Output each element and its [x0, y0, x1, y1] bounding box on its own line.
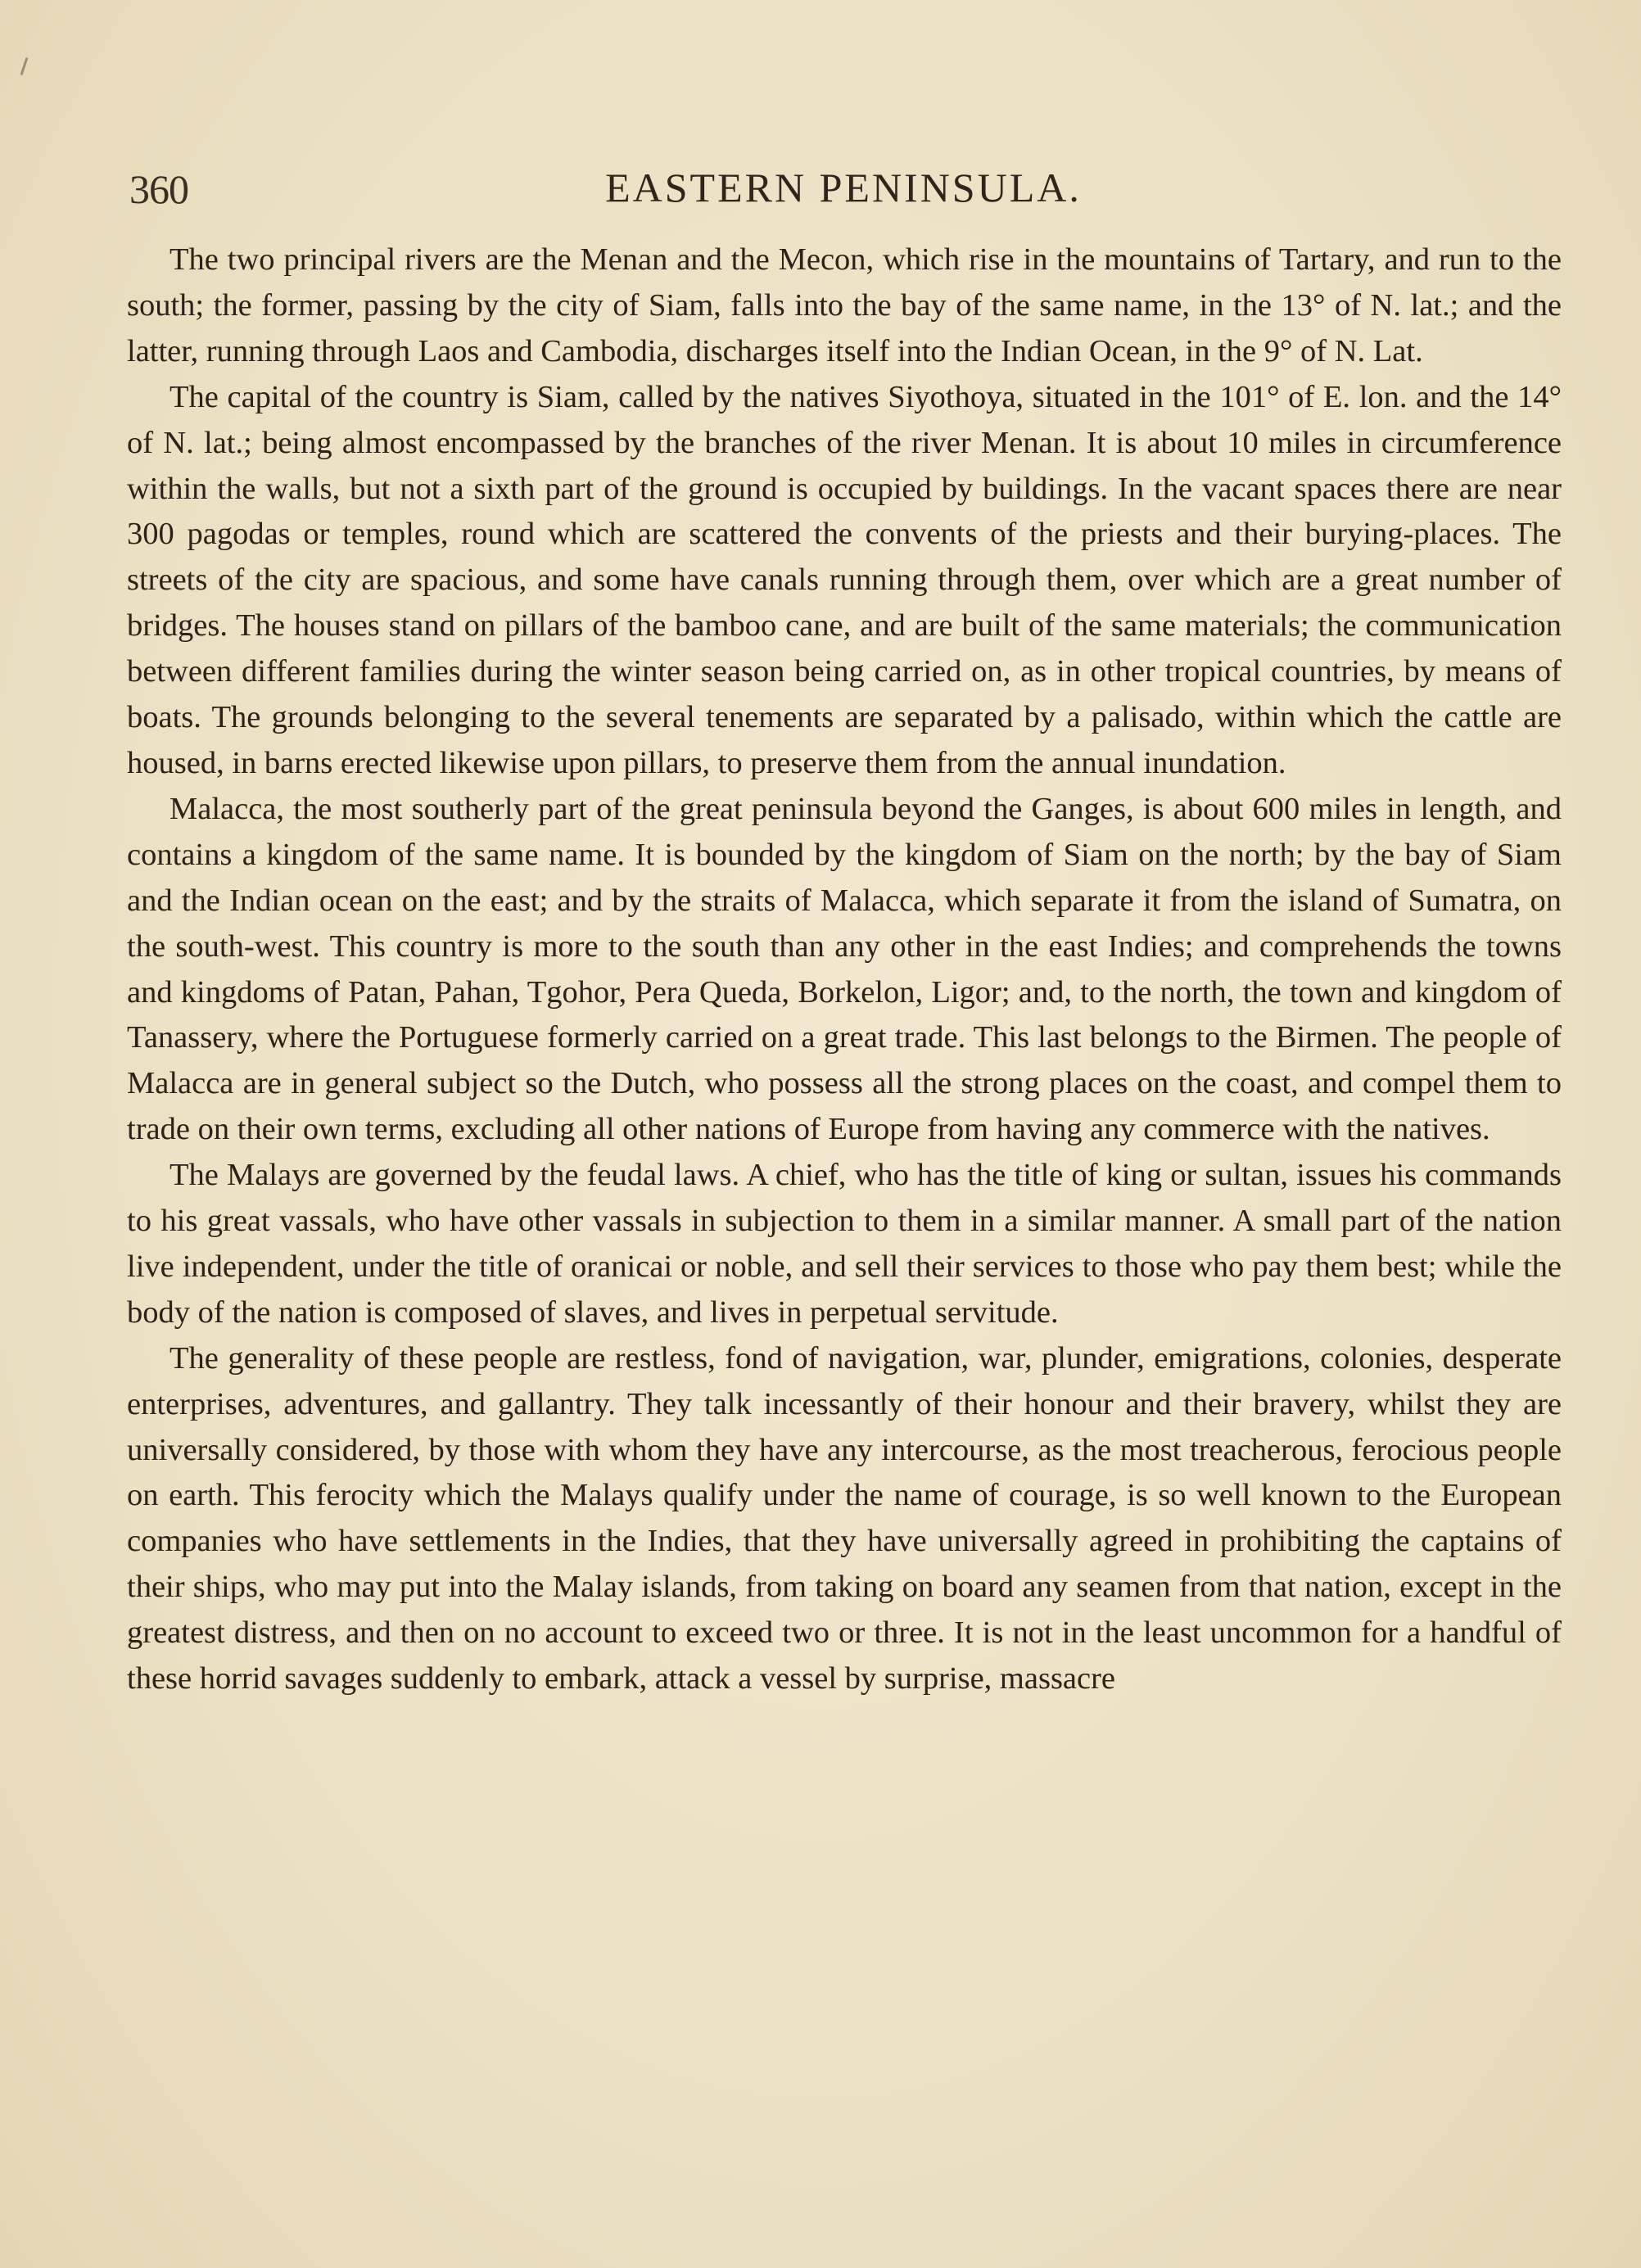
paragraph-rivers: The two principal rivers are the Menan and the Mecon, which rise in the mountains of Tartary, and run to the south; the former, passing by the city of Siam, falls into the bay of the same name, in the 13° of N. lat.; and the latter, running through Laos and Cambodia, discharges itself into the Indian Ocean, in the 9° of N. Lat. [127, 242, 1562, 368]
body-text [127, 237, 1562, 1702]
running-title: EASTERN PENINSULA. [605, 165, 1082, 210]
paragraph-malacca: Malacca, the most southerly part of the great peninsula beyond the Ganges, is about 600 miles in length, and contains a kingdom of the same name. It is bounded by the kingdom of Siam on the north; by the bay of Siam and the Indian ocean on the east; and by the straits of Malacca, which separate it from the island of Sumatra, on the south-west. This country is more to the south than any other in the east Indies; and comprehends the towns and kingdoms of Patan, Pahan, Tgohor, Pera Queda, Borkelon, Ligor; and, to the north, the town and kingdom of Tanassery, where the Portuguese formerly carried on a great trade. This last belongs to the Birmen. The people of Malacca are in general subject so the Dutch, who possess all the strong places on the coast, and compel them to trade on their own terms, excluding all other nations of Europe from having any commerce with the natives. [127, 791, 1562, 1147]
paragraph-malay-character: The generality of these people are restless, fond of navigation, war, plunder, emigrations, colonies, desperate enterprises, adventures, and gallantry. They talk incessantly of their honour and their bravery, whilst they are universally considered, by those with whom they have any intercourse, as the most treacherous, ferocious people on earth. This ferocity which the Malays qualify under the name of courage, is so well known to the European companies who have settlements in the Indies, that they have universally agreed in prohibiting the captains of their ships, who may put into the Malay islands, from taking on board any seamen from that nation, except in the greatest distress, and then on no account to exceed two or three. It is not in the least uncommon for a handful of these horrid savages suddenly to embark, attack a vessel by surprise, massacre [127, 1340, 1562, 1696]
paragraph-capital-siam: The capital of the country is Siam, called by the natives Siyothoya, situated in the 101° of E. lon. and the 14° of N. lat.; being almost encompassed by the branches of the river Menan. It is about 10 miles in circumference within the walls, but not a sixth part of the ground is occupied by buildings. In the vacant spaces there are near 300 pagodas or temples, round which are scattered the convents of the priests and their burying-places. The streets of the city are spacious, and some have canals running through them, over which are a great number of bridges. The houses stand on pillars of the bamboo cane, and are built of the same materials; the communication between different families during the winter season being carried on, as in other tropical countries, by means of boats. The grounds belonging to the several tenements are separated by a palisado, within which the cattle are housed, in barns erected likewise upon pillars, to preserve them from the annual inundation. [127, 379, 1562, 780]
page-header [123, 160, 1564, 218]
page-number: 360 [129, 166, 188, 212]
paragraph-malay-government: The Malays are governed by the feudal laws. A chief, who has the title of king or sultan, issues his commands to his great vassals, who have other vassals in subjection to them in a similar manner. A small part of the nation live independent, under the title of oranicai or noble, and sell their services to those who pay them best; while the body of the nation is composed of slaves, and lives in perpetual servitude. [127, 1158, 1562, 1330]
stray-ink-mark [20, 57, 29, 75]
